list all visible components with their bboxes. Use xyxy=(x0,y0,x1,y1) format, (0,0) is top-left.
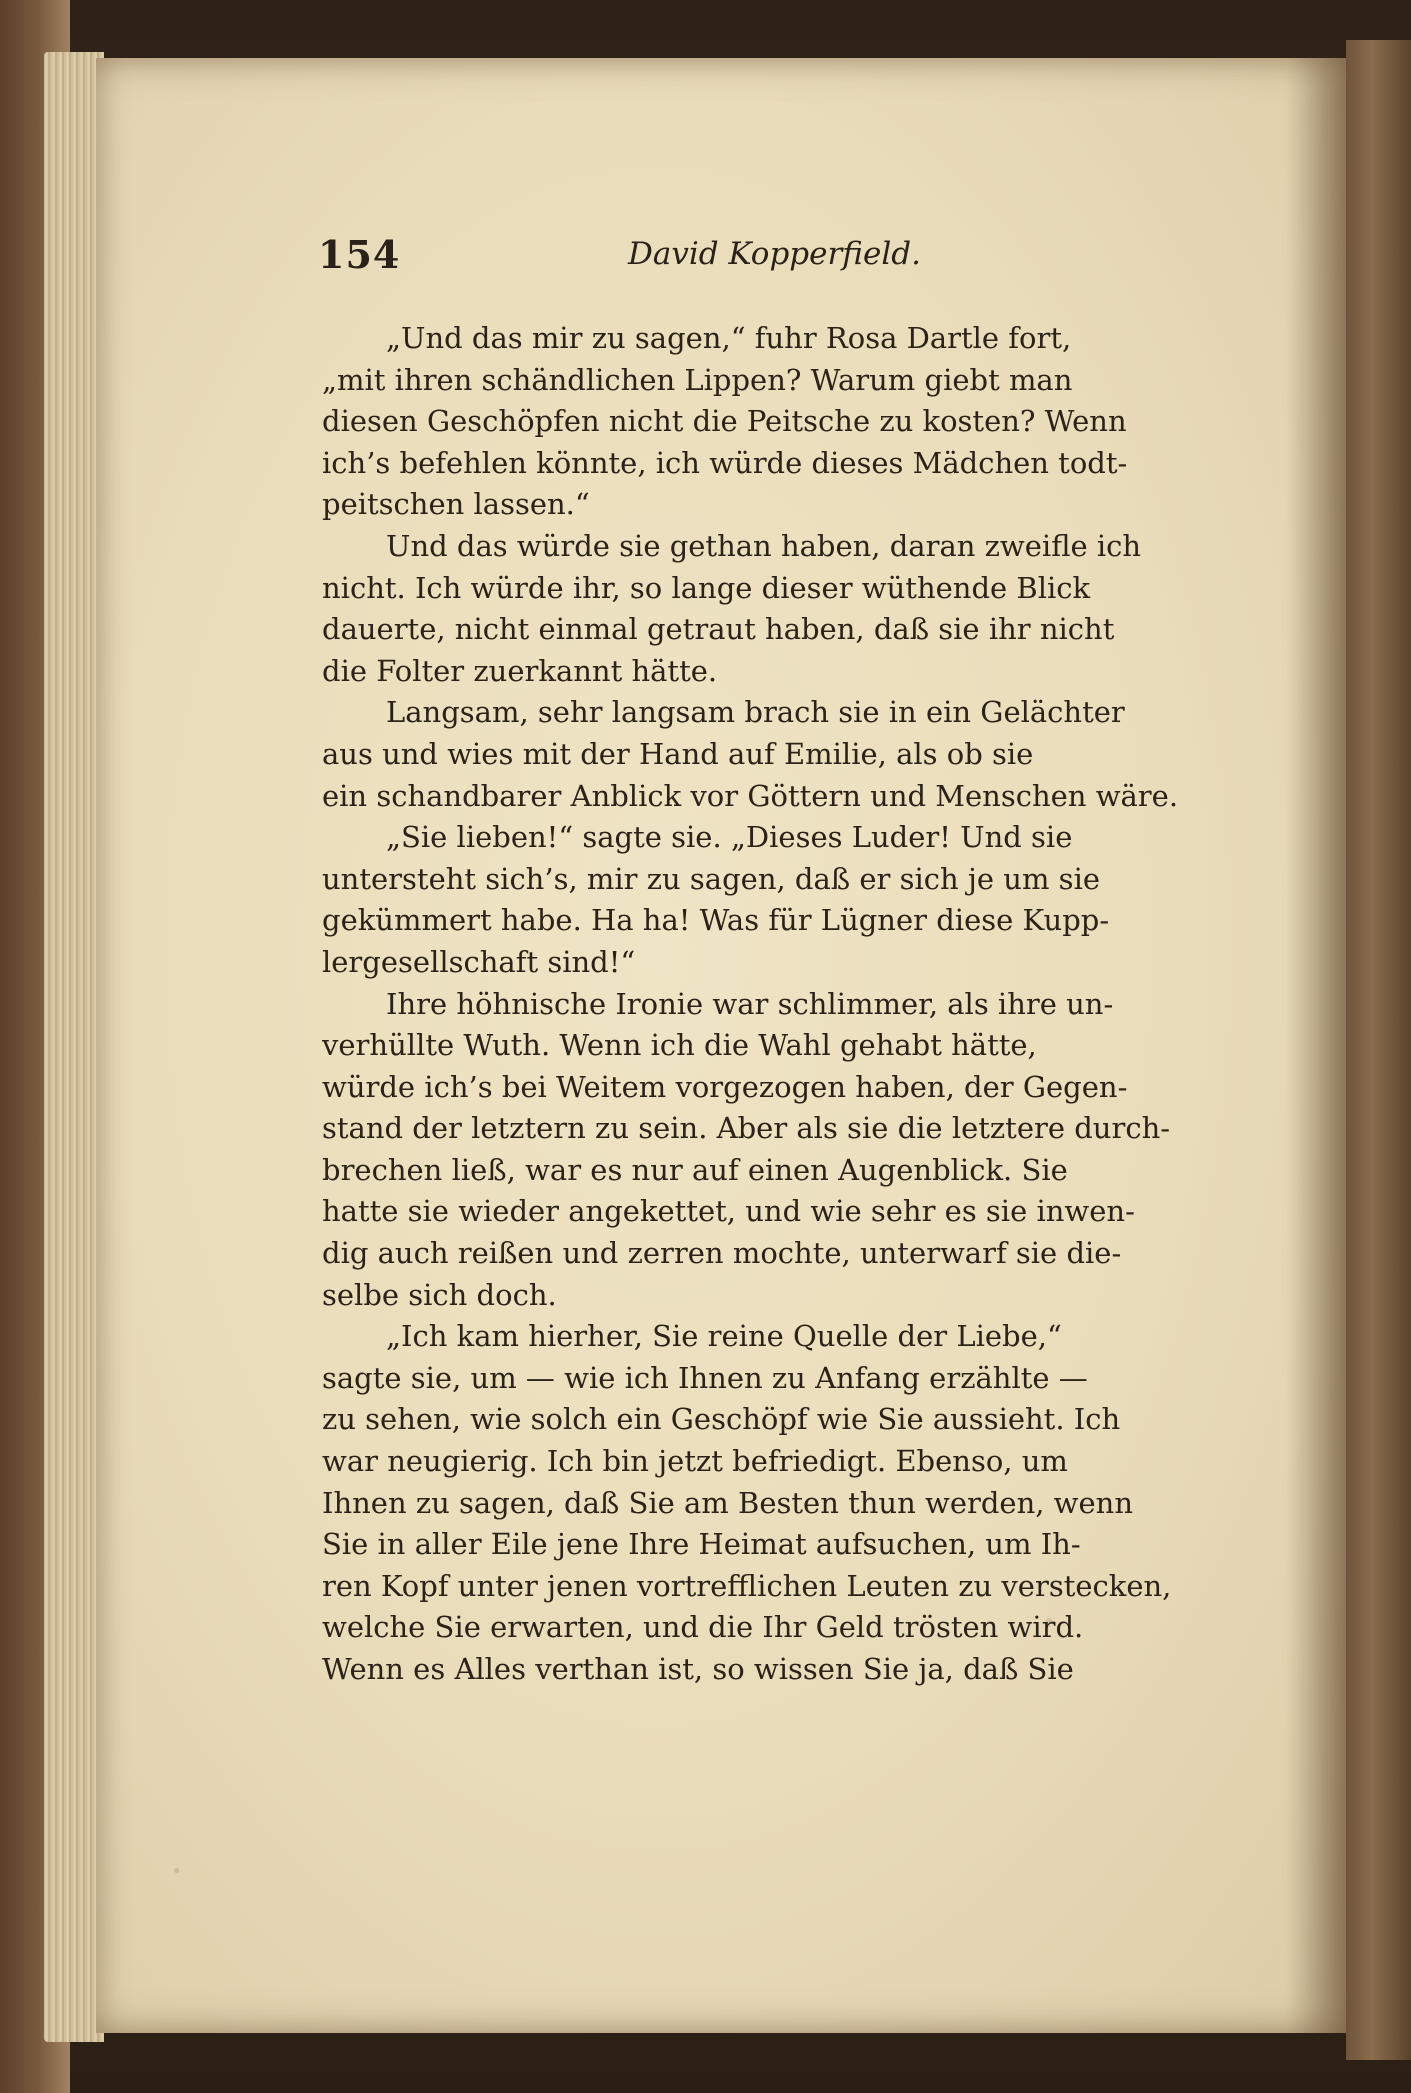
text-line: „mit ihren schändlichen Lippen? Warum giebt man xyxy=(322,362,1073,397)
page-gutter-shadow xyxy=(1286,58,1346,2033)
book-spine-fold xyxy=(1346,40,1411,2060)
text-line: verhüllte Wuth. Wenn ich die Wahl gehabt hätte, xyxy=(322,1028,1037,1063)
text-line: war neugierig. Ich bin jetzt befriedigt. Ebenso, um xyxy=(322,1444,1068,1479)
text-line: die Folter zuerkannt hätte. xyxy=(322,653,718,688)
text-line: „Sie lieben!“ sagte sie. „Dieses Luder! Und sie xyxy=(386,820,1073,855)
text-line: Und das würde sie gethan haben, daran zweifle ich xyxy=(386,528,1142,563)
text-line: lergesellschaft sind!“ xyxy=(322,944,636,979)
text-line: würde ich’s bei Weitem vorgezogen haben, der Gegen- xyxy=(322,1069,1128,1104)
text-line: Langsam, sehr langsam brach sie in ein Gelächter xyxy=(386,695,1125,730)
text-line: Sie in aller Eile jene Ihre Heimat aufsuchen, um Ih- xyxy=(322,1527,1081,1562)
text-line: zu sehen, wie solch ein Geschöpf wie Sie aussieht. Ich xyxy=(322,1402,1121,1437)
text-line: Ihre höhnische Ironie war schlimmer, als ihre un- xyxy=(386,986,1114,1021)
text-line: Wenn es Alles verthan ist, so wissen Sie ja, daß Sie xyxy=(322,1652,1074,1686)
text-line: „Ich kam hierher, Sie reine Quelle der Liebe,“ xyxy=(386,1319,1062,1354)
text-line: Ihnen zu sagen, daß Sie am Besten thun werden, wenn xyxy=(322,1485,1134,1520)
text-line: ein schandbarer Anblick vor Göttern und Menschen wäre. xyxy=(322,778,1179,813)
text-line: ren Kopf unter jenen vortrefflichen Leuten zu verstecken, xyxy=(322,1568,1172,1603)
running-title: David Kopperfield. xyxy=(628,236,921,272)
text-line: dauerte, nicht einmal getraut haben, daß sie ihr nicht xyxy=(322,612,1115,647)
text-line: selbe sich doch. xyxy=(322,1277,557,1312)
text-line: gekümmert habe. Ha ha! Was für Lügner diese Kupp- xyxy=(322,903,1110,938)
text-line: peitschen lassen.“ xyxy=(322,487,590,522)
text-line: aus und wies mit der Hand auf Emilie, als ob sie xyxy=(322,736,1034,771)
body-text xyxy=(322,318,1212,1691)
paper-spot xyxy=(174,1868,179,1873)
text-line: nicht. Ich würde ihr, so lange dieser wüthende Blick xyxy=(322,570,1091,605)
text-line: stand der letztern zu sein. Aber als sie die letztere durch- xyxy=(322,1111,1171,1146)
page-number: 154 xyxy=(318,232,401,277)
text-line: ich’s befehlen könnte, ich würde dieses Mädchen todt- xyxy=(322,445,1128,480)
text-line: diesen Geschöpfen nicht die Peitsche zu kosten? Wenn xyxy=(322,404,1127,439)
text-line: dig auch reißen und zerren mochte, unterwarf sie die- xyxy=(322,1236,1122,1271)
text-line: sagte sie, um — wie ich Ihnen zu Anfang erzählte — xyxy=(322,1360,1088,1395)
text-line: hatte sie wieder angekettet, und wie sehr es sie inwen- xyxy=(322,1194,1135,1229)
page-header xyxy=(318,232,1218,292)
text-line: welche Sie erwarten, und die Ihr Geld trösten wird. xyxy=(322,1610,1084,1645)
text-line: untersteht sich’s, mir zu sagen, daß er sich je um sie xyxy=(322,861,1101,896)
page-edges xyxy=(44,52,104,2042)
text-line: „Und das mir zu sagen,“ fuhr Rosa Dartle fort, xyxy=(386,321,1072,355)
text-line: brechen ließ, war es nur auf einen Augenblick. Sie xyxy=(322,1152,1068,1187)
